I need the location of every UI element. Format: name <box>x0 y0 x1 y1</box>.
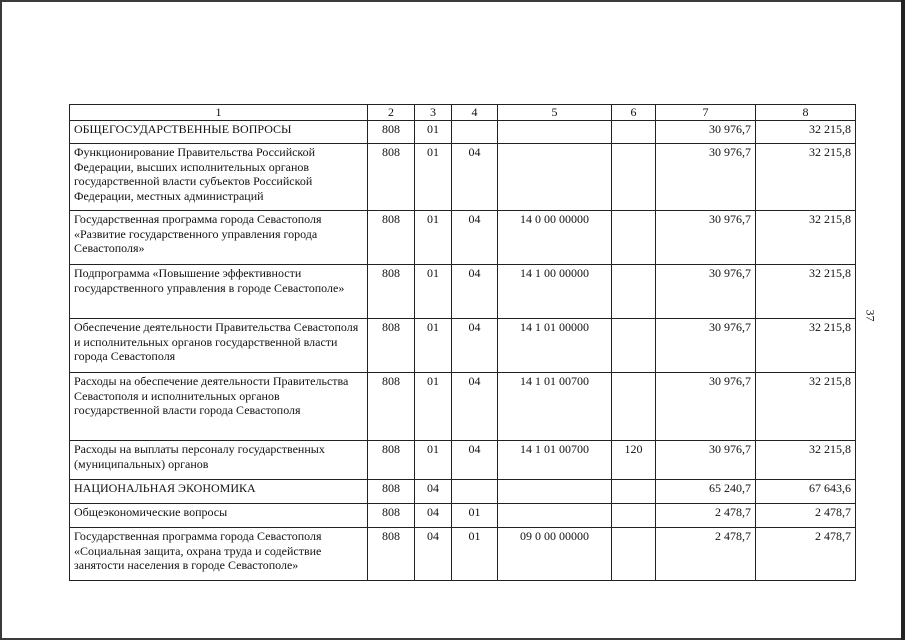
column-header: 3 <box>415 105 452 121</box>
cell-expense-type: 120 <box>612 441 656 480</box>
row-name: ОБЩЕГОСУДАРСТВЕННЫЕ ВОПРОСЫ <box>70 121 368 144</box>
cell-ministry-code: 808 <box>368 480 415 504</box>
cell-amount-1: 30 976,7 <box>656 144 756 211</box>
cell-target-article <box>498 480 612 504</box>
cell-target-article: 14 1 01 00700 <box>498 373 612 441</box>
cell-ministry-code: 808 <box>368 144 415 211</box>
cell-expense-type <box>612 211 656 265</box>
table-row <box>70 121 856 144</box>
page-number: 37 <box>863 309 878 322</box>
column-header: 2 <box>368 105 415 121</box>
cell-amount-1: 2 478,7 <box>656 528 756 581</box>
table-row <box>70 211 856 265</box>
cell-target-article: 14 1 01 00700 <box>498 441 612 480</box>
row-name: Государственная программа города Севастополя «Социальная защита, охрана труда и содействие занятости населения в городе Севастополе» <box>70 528 368 581</box>
cell-amount-1: 30 976,7 <box>656 319 756 373</box>
cell-target-article: 14 1 01 00000 <box>498 319 612 373</box>
cell-expense-type <box>612 121 656 144</box>
cell-subsection: 04 <box>452 319 498 373</box>
cell-ministry-code: 808 <box>368 121 415 144</box>
cell-section: 04 <box>415 504 452 528</box>
cell-subsection <box>452 480 498 504</box>
table-row <box>70 480 856 504</box>
cell-section: 01 <box>415 373 452 441</box>
column-header: 8 <box>756 105 856 121</box>
cell-expense-type <box>612 373 656 441</box>
cell-section: 01 <box>415 441 452 480</box>
cell-amount-1: 65 240,7 <box>656 480 756 504</box>
cell-ministry-code: 808 <box>368 504 415 528</box>
cell-amount-2: 2 478,7 <box>756 528 856 581</box>
cell-target-article: 14 0 00 00000 <box>498 211 612 265</box>
cell-section: 01 <box>415 265 452 319</box>
cell-amount-2: 32 215,8 <box>756 144 856 211</box>
cell-target-article <box>498 121 612 144</box>
scan-edge <box>901 0 905 640</box>
cell-target-article: 09 0 00 00000 <box>498 528 612 581</box>
cell-ministry-code: 808 <box>368 211 415 265</box>
row-name: Расходы на обеспечение деятельности Правительства Севастополя и исполнительных органов государственной власти города Севастополя <box>70 373 368 441</box>
cell-amount-2: 32 215,8 <box>756 319 856 373</box>
table-row <box>70 144 856 211</box>
column-header: 4 <box>452 105 498 121</box>
row-name: Подпрограмма «Повышение эффективности государственного управления в городе Севастополе» <box>70 265 368 319</box>
cell-amount-2: 2 478,7 <box>756 504 856 528</box>
row-name: Расходы на выплаты персоналу государственных (муниципальных) органов <box>70 441 368 480</box>
header-row <box>70 105 856 121</box>
cell-amount-1: 30 976,7 <box>656 211 756 265</box>
cell-subsection: 04 <box>452 211 498 265</box>
cell-ministry-code: 808 <box>368 373 415 441</box>
cell-amount-2: 32 215,8 <box>756 373 856 441</box>
cell-expense-type <box>612 144 656 211</box>
cell-ministry-code: 808 <box>368 441 415 480</box>
cell-ministry-code: 808 <box>368 319 415 373</box>
cell-section: 01 <box>415 144 452 211</box>
cell-expense-type <box>612 265 656 319</box>
cell-amount-1: 30 976,7 <box>656 441 756 480</box>
cell-ministry-code: 808 <box>368 528 415 581</box>
cell-expense-type <box>612 528 656 581</box>
cell-section: 04 <box>415 528 452 581</box>
cell-subsection: 04 <box>452 441 498 480</box>
column-header: 5 <box>498 105 612 121</box>
cell-amount-2: 32 215,8 <box>756 441 856 480</box>
row-name: Государственная программа города Севастополя «Развитие государственного управления города Севастополя» <box>70 211 368 265</box>
cell-amount-2: 67 643,6 <box>756 480 856 504</box>
cell-subsection: 04 <box>452 373 498 441</box>
table-row <box>70 504 856 528</box>
cell-amount-1: 30 976,7 <box>656 265 756 319</box>
cell-amount-2: 32 215,8 <box>756 121 856 144</box>
row-name: Функционирование Правительства Российской Федерации, высших исполнительных органов государственной власти субъектов Российской Федерации, местных администраций <box>70 144 368 211</box>
cell-amount-2: 32 215,8 <box>756 265 856 319</box>
cell-subsection <box>452 121 498 144</box>
table-row <box>70 528 856 581</box>
column-header: 7 <box>656 105 756 121</box>
table-row <box>70 373 856 441</box>
table-row <box>70 319 856 373</box>
cell-amount-1: 30 976,7 <box>656 121 756 144</box>
row-name: Обеспечение деятельности Правительства Севастополя и исполнительных органов государственной власти города Севастополя <box>70 319 368 373</box>
cell-section: 01 <box>415 121 452 144</box>
budget-table <box>69 104 856 581</box>
cell-expense-type <box>612 480 656 504</box>
cell-subsection: 01 <box>452 504 498 528</box>
cell-target-article <box>498 144 612 211</box>
cell-subsection: 01 <box>452 528 498 581</box>
cell-section: 01 <box>415 319 452 373</box>
row-name: Общеэкономические вопросы <box>70 504 368 528</box>
row-name: НАЦИОНАЛЬНАЯ ЭКОНОМИКА <box>70 480 368 504</box>
cell-target-article: 14 1 00 00000 <box>498 265 612 319</box>
cell-expense-type <box>612 504 656 528</box>
cell-amount-2: 32 215,8 <box>756 211 856 265</box>
cell-section: 01 <box>415 211 452 265</box>
column-header: 6 <box>612 105 656 121</box>
column-header: 1 <box>70 105 368 121</box>
cell-subsection: 04 <box>452 265 498 319</box>
cell-subsection: 04 <box>452 144 498 211</box>
cell-section: 04 <box>415 480 452 504</box>
cell-amount-1: 2 478,7 <box>656 504 756 528</box>
table-row <box>70 441 856 480</box>
cell-ministry-code: 808 <box>368 265 415 319</box>
table-row <box>70 265 856 319</box>
cell-target-article <box>498 504 612 528</box>
cell-amount-1: 30 976,7 <box>656 373 756 441</box>
cell-expense-type <box>612 319 656 373</box>
